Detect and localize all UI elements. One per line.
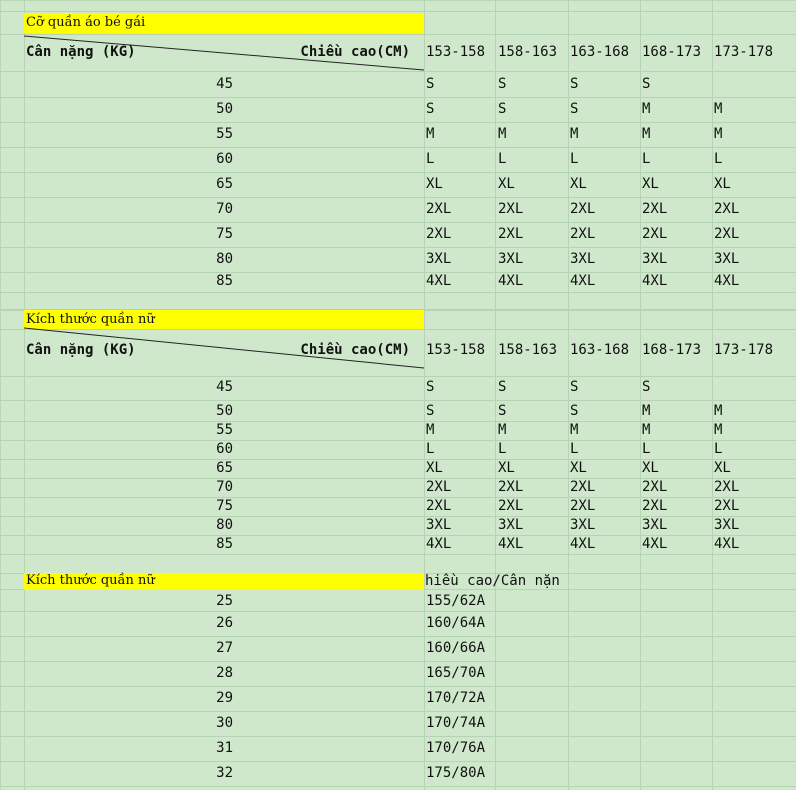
row-gridline [0, 661, 796, 662]
weight-value[interactable]: 50 [216, 403, 233, 419]
size-value[interactable]: S [426, 403, 435, 419]
weight-value[interactable]: 55 [216, 126, 233, 142]
row-gridline [0, 711, 796, 712]
size-value[interactable]: 3XL [498, 251, 524, 267]
size-value[interactable]: 2XL [714, 226, 740, 242]
height-range-header[interactable]: 153-158 [426, 44, 486, 60]
size-value[interactable]: 3XL [426, 251, 452, 267]
weight-value[interactable]: 65 [216, 176, 233, 192]
size-value[interactable]: 2XL [642, 226, 668, 242]
pants-measurement[interactable]: 160/66A [426, 640, 486, 656]
column-header-label[interactable]: Chiều cao(CM) [300, 342, 410, 358]
size-value[interactable]: 4XL [714, 273, 740, 289]
size-value[interactable]: 2XL [498, 226, 524, 242]
size-value[interactable]: XL [426, 460, 443, 476]
height-range-header[interactable]: 158-163 [498, 342, 558, 358]
size-value[interactable]: 4XL [498, 273, 524, 289]
pants-measurement[interactable]: 175/80A [426, 765, 486, 781]
weight-value[interactable]: 70 [216, 201, 233, 217]
size-value[interactable]: XL [570, 176, 587, 192]
size-value[interactable]: L [714, 441, 723, 457]
size-value[interactable]: 4XL [426, 536, 452, 552]
size-value[interactable]: S [498, 379, 507, 395]
weight-value[interactable]: 60 [216, 151, 233, 167]
weight-value[interactable]: 50 [216, 101, 233, 117]
size-value[interactable]: XL [426, 176, 443, 192]
size-value[interactable]: 3XL [498, 517, 524, 533]
size-value[interactable]: M [426, 422, 435, 438]
size-value[interactable]: 4XL [498, 536, 524, 552]
column-header-label[interactable]: Chiều cao(CM) [300, 44, 410, 60]
size-value[interactable]: S [642, 76, 651, 92]
size-value[interactable]: 4XL [642, 273, 668, 289]
weight-value[interactable]: 75 [216, 226, 233, 242]
size-value[interactable]: L [498, 441, 507, 457]
size-value[interactable]: L [426, 441, 435, 457]
size-value[interactable]: XL [498, 460, 515, 476]
size-value[interactable]: S [570, 76, 579, 92]
pants-size[interactable]: 31 [216, 740, 233, 756]
size-value[interactable]: 2XL [714, 498, 740, 514]
section-title[interactable]: Cỡ quần áo bé gái [26, 15, 146, 30]
row-gridline [0, 611, 796, 612]
size-value[interactable]: M [642, 422, 651, 438]
size-value[interactable]: 2XL [714, 479, 740, 495]
size-value[interactable]: L [570, 441, 579, 457]
size-value[interactable]: 4XL [570, 536, 596, 552]
height-range-header[interactable]: 158-163 [498, 44, 558, 60]
size-value[interactable]: XL [642, 460, 659, 476]
row-gridline [0, 786, 796, 787]
size-value[interactable]: 2XL [426, 479, 452, 495]
pants-column-header[interactable]: hiều cao/Cân nặn [425, 573, 560, 589]
size-value[interactable]: 3XL [570, 517, 596, 533]
pants-size[interactable]: 28 [216, 665, 233, 681]
weight-value[interactable]: 85 [216, 273, 233, 289]
weight-value[interactable]: 70 [216, 479, 233, 495]
row-gridline [0, 736, 796, 737]
size-value[interactable]: 2XL [570, 498, 596, 514]
section-title[interactable]: Kích thước quần nữ [26, 312, 155, 327]
size-value[interactable]: 4XL [426, 273, 452, 289]
size-value[interactable]: S [498, 76, 507, 92]
size-value[interactable]: S [498, 403, 507, 419]
size-value[interactable]: S [426, 76, 435, 92]
size-value[interactable]: S [642, 379, 651, 395]
row-header-label[interactable]: Cân nặng (KG) [26, 342, 136, 358]
size-value[interactable]: 2XL [570, 226, 596, 242]
size-value[interactable]: M [498, 422, 507, 438]
size-value[interactable]: M [426, 126, 435, 142]
size-value[interactable]: M [642, 101, 651, 117]
size-value[interactable]: M [642, 403, 651, 419]
size-value[interactable]: 3XL [642, 517, 668, 533]
size-value[interactable]: L [498, 151, 507, 167]
size-value[interactable]: 3XL [570, 251, 596, 267]
size-value[interactable]: 3XL [642, 251, 668, 267]
pants-measurement[interactable]: 165/70A [426, 665, 486, 681]
size-value[interactable]: 3XL [714, 251, 740, 267]
size-value[interactable]: M [714, 403, 723, 419]
weight-value[interactable]: 85 [216, 536, 233, 552]
size-value[interactable]: 2XL [642, 479, 668, 495]
size-value[interactable]: M [570, 126, 579, 142]
pants-measurement[interactable]: 160/64A [426, 615, 486, 631]
pants-size[interactable]: 25 [216, 593, 233, 609]
row-gridline [0, 636, 796, 637]
height-range-header[interactable]: 173-178 [714, 342, 774, 358]
size-value[interactable]: S [570, 101, 579, 117]
size-value[interactable]: 2XL [714, 201, 740, 217]
pants-size[interactable]: 29 [216, 690, 233, 706]
size-value[interactable]: XL [714, 460, 731, 476]
row-gridline [0, 686, 796, 687]
section-title[interactable]: Kích thước quần nữ [26, 573, 155, 588]
size-value[interactable]: 2XL [498, 498, 524, 514]
size-value[interactable]: S [426, 379, 435, 395]
size-value[interactable]: 2XL [498, 479, 524, 495]
height-range-header[interactable]: 173-178 [714, 44, 774, 60]
pants-size[interactable]: 26 [216, 615, 233, 631]
size-value[interactable]: L [570, 151, 579, 167]
height-range-header[interactable]: 168-173 [642, 342, 702, 358]
weight-value[interactable]: 75 [216, 498, 233, 514]
size-value[interactable]: S [498, 101, 507, 117]
size-value[interactable]: 2XL [426, 201, 452, 217]
size-value[interactable]: 4XL [714, 536, 740, 552]
size-value[interactable]: 2XL [642, 201, 668, 217]
height-range-header[interactable]: 168-173 [642, 44, 702, 60]
size-value[interactable]: XL [714, 176, 731, 192]
pants-measurement[interactable]: 170/72A [426, 690, 486, 706]
weight-value[interactable]: 45 [216, 379, 233, 395]
size-value[interactable]: S [570, 403, 579, 419]
size-value[interactable]: 2XL [426, 226, 452, 242]
size-value[interactable]: M [714, 126, 723, 142]
size-value[interactable]: L [714, 151, 723, 167]
height-range-header[interactable]: 153-158 [426, 342, 486, 358]
size-value[interactable]: M [570, 422, 579, 438]
size-value[interactable]: L [642, 151, 651, 167]
size-value[interactable]: M [714, 101, 723, 117]
pants-measurement[interactable]: 155/62A [426, 593, 486, 609]
weight-value[interactable]: 65 [216, 460, 233, 476]
size-value[interactable]: L [642, 441, 651, 457]
size-value[interactable]: S [426, 101, 435, 117]
weight-value[interactable]: 60 [216, 441, 233, 457]
bottom-margin [0, 790, 796, 796]
size-value[interactable]: M [642, 126, 651, 142]
pants-measurement[interactable]: 170/76A [426, 740, 486, 756]
weight-value[interactable]: 80 [216, 517, 233, 533]
size-value[interactable]: S [570, 379, 579, 395]
size-value[interactable]: 2XL [642, 498, 668, 514]
pants-size[interactable]: 32 [216, 765, 233, 781]
size-value[interactable]: M [714, 422, 723, 438]
size-value[interactable]: 3XL [426, 517, 452, 533]
size-value[interactable]: 2XL [570, 479, 596, 495]
pants-size[interactable]: 30 [216, 715, 233, 731]
size-value[interactable]: L [426, 151, 435, 167]
weight-value[interactable]: 45 [216, 76, 233, 92]
size-value[interactable]: XL [498, 176, 515, 192]
pants-size[interactable]: 27 [216, 640, 233, 656]
size-value[interactable]: 2XL [570, 201, 596, 217]
height-range-header[interactable]: 163-168 [570, 44, 630, 60]
size-value[interactable]: XL [642, 176, 659, 192]
weight-value[interactable]: 55 [216, 422, 233, 438]
row-header-label[interactable]: Cân nặng (KG) [26, 44, 136, 60]
size-value[interactable]: M [498, 126, 507, 142]
weight-value[interactable]: 80 [216, 251, 233, 267]
size-value[interactable]: 2XL [498, 201, 524, 217]
pants-measurement[interactable]: 170/74A [426, 715, 486, 731]
size-value[interactable]: 4XL [642, 536, 668, 552]
size-value[interactable]: 3XL [714, 517, 740, 533]
size-value[interactable]: 2XL [426, 498, 452, 514]
size-value[interactable]: 4XL [570, 273, 596, 289]
row-gridline [0, 761, 796, 762]
height-range-header[interactable]: 163-168 [570, 342, 630, 358]
size-value[interactable]: XL [570, 460, 587, 476]
